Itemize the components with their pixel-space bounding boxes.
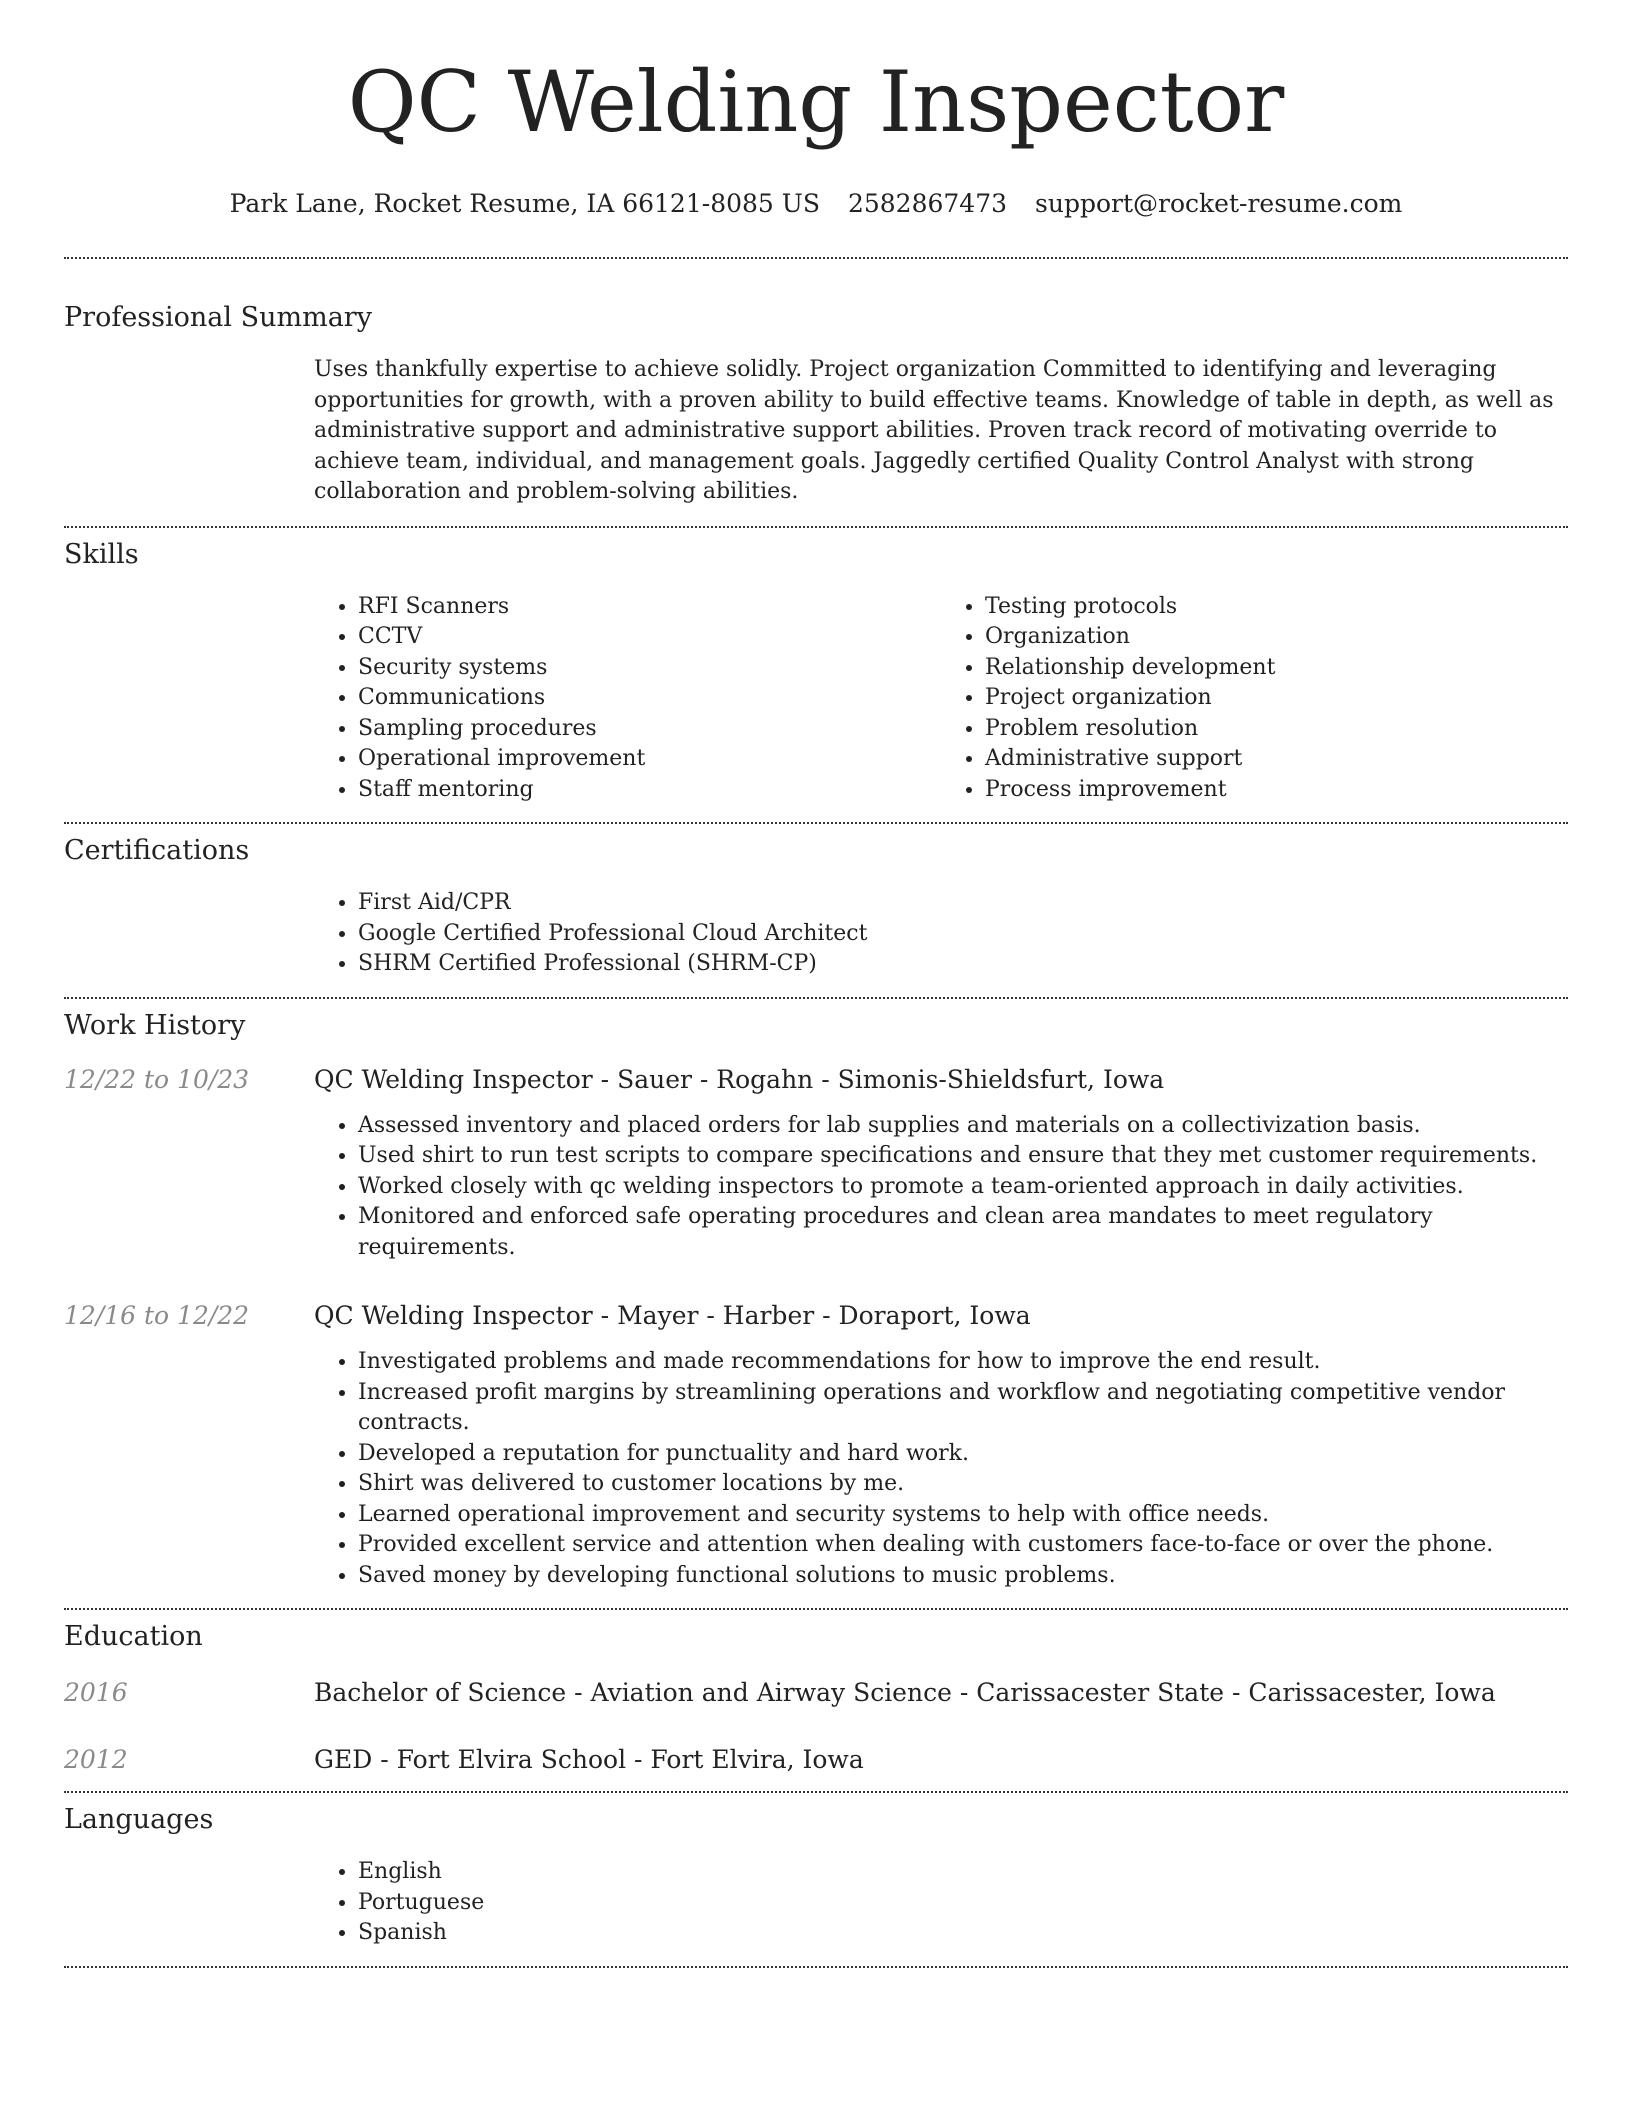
languages-content [314,1857,1568,1966]
divider [64,1966,1568,1968]
list-item: • Developed a reputation for punctuality and hard work. [358,1439,1568,1470]
candidate-name: QC Welding Inspector [347,53,1285,151]
languages-section [64,1793,1568,1966]
education-entry [64,1676,1568,1710]
job-title: QC Welding Inspector - Sauer - Rogahn - Simonis-Shieldsfurt, Iowa [314,1064,1165,1094]
summary-section [64,259,1568,526]
list-item: • Organization [985,622,1568,653]
list-item: • Increased profit margins by streamlining operations and workflow and negotiating competitive vendor contracts. [358,1378,1568,1439]
list-item: • SHRM Certified Professional (SHRM-CP) [358,949,1568,980]
section-title-education: Education [64,1621,203,1652]
job-dates: 12/22 to 10/23 [64,1064,250,1094]
certifications-list [314,888,1568,980]
section-title-summary: Professional Summary [64,302,372,333]
job-bullets [314,1111,1568,1264]
contact-phone: 2582867473 [847,189,1008,218]
skills-list-right [941,592,1568,806]
list-item: • Saved money by developing functional solutions to music problems. [358,1561,1568,1592]
summary-text: Uses thankfully expertise to achieve solidly. Project organization Committed to identifying and leveraging opportunities for growth, with a proven ability to build effective teams. Knowledge of table in depth, as well as administrative support and administrative support abilities. Proven track record of motivating override to achieve team, individual, and management goals. Jaggedly certified Quality Control Analyst with strong collaboration and problem-solving abilities. [314,357,1554,504]
list-item: • Staff mentoring [358,775,941,806]
education-entry [64,1743,1568,1791]
list-item: • RFI Scanners [358,592,941,623]
section-title-languages: Languages [64,1804,214,1835]
list-item: • Testing protocols [985,592,1568,623]
education-year: 2016 [64,1678,128,1707]
list-item: • Problem resolution [985,714,1568,745]
education-section [64,1610,1568,1791]
job-body [314,1299,1568,1591]
work-section [64,999,1568,1609]
list-item: • Worked closely with qc welding inspectors to promote a team-oriented approach in daily activities. [358,1172,1568,1203]
list-item: • English [358,1857,1568,1888]
job-entry [64,1063,1568,1264]
job-bullets [314,1347,1568,1591]
job-title: QC Welding Inspector - Mayer - Harber - Doraport, Iowa [314,1301,1031,1330]
list-item: • Relationship development [985,653,1568,684]
list-item: • Used shirt to run test scripts to compare specifications and ensure that they met customer requirements. [358,1141,1568,1172]
list-item: • Process improvement [985,775,1568,806]
section-title-certifications: Certifications [64,835,250,866]
list-item: • Sampling procedures [358,714,941,745]
contact-address: Park Lane, Rocket Resume, IA 66121-8085 US [229,189,820,218]
list-item: • Security systems [358,653,941,684]
section-title-skills: Skills [64,538,139,570]
list-item: • Portuguese [358,1888,1568,1919]
certifications-content [314,888,1568,997]
skills-columns [314,592,1568,823]
list-item: • Administrative support [985,744,1568,775]
job-body [314,1063,1568,1264]
job-entry [64,1299,1568,1608]
skills-list-left [314,592,941,806]
contact-email[interactable]: support@rocket-resume.com [1035,189,1403,218]
education-text: Bachelor of Science - Aviation and Airway Science - Carissacester State - Carissacester, Iowa [314,1678,1496,1707]
list-item: • CCTV [358,622,941,653]
list-item: • Monitored and enforced safe operating procedures and clean area mandates to meet regulatory requirements. [358,1202,1568,1263]
certifications-section [64,824,1568,997]
list-item: • Investigated problems and made recommendations for how to improve the end result. [358,1347,1568,1378]
list-item: • Google Certified Professional Cloud Architect [358,919,1568,950]
education-year: 2012 [64,1745,128,1774]
list-item: • Learned operational improvement and security systems to help with office needs. [358,1500,1568,1531]
list-item: • Provided excellent service and attention when dealing with customers face-to-face or over the phone. [358,1530,1568,1561]
section-title-work: Work History [64,1009,246,1041]
list-item: • Shirt was delivered to customer locations by me. [358,1469,1568,1500]
list-item: • Project organization [985,683,1568,714]
contact-line [64,188,1568,220]
languages-list [314,1857,1568,1949]
job-dates: 12/16 to 12/22 [64,1301,250,1330]
education-text: GED - Fort Elvira School - Fort Elvira, Iowa [314,1745,864,1774]
list-item: • Communications [358,683,941,714]
skills-section [64,528,1568,823]
list-item: • Operational improvement [358,744,941,775]
list-item: • Spanish [358,1918,1568,1949]
list-item: • First Aid/CPR [358,888,1568,919]
list-item: • Assessed inventory and placed orders for lab supplies and materials on a collectivization basis. [358,1111,1568,1142]
